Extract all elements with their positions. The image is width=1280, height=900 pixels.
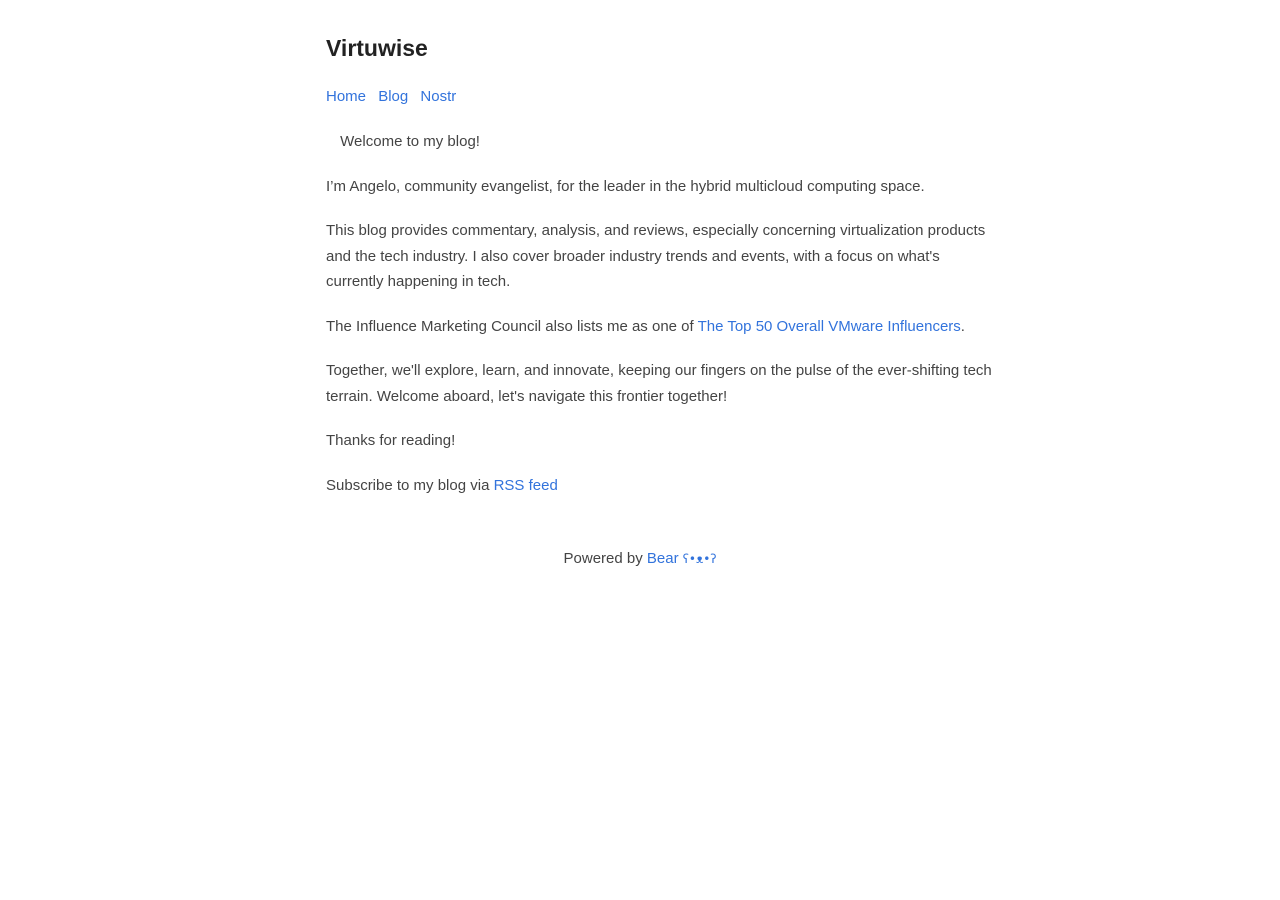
welcome-text: Welcome to my blog! xyxy=(340,133,480,151)
welcome-paragraph xyxy=(326,129,998,155)
bear-link[interactable] xyxy=(647,550,717,567)
subscribe-text: Subscribe to my blog via xyxy=(326,476,494,494)
intro-paragraph: I’m Angelo, community evangelist, for the leader in the hybrid multicloud computing space. xyxy=(326,177,925,195)
main-nav xyxy=(326,84,980,110)
influence-paragraph xyxy=(326,314,998,340)
nav-home-link[interactable]: Home xyxy=(326,87,367,105)
site-header xyxy=(326,34,980,109)
bear-face-icon: ʕ•ᴥ•ʔ xyxy=(682,552,717,566)
together-paragraph xyxy=(326,358,998,409)
powered-by-text: Powered by xyxy=(563,550,647,567)
bear-link-label: Bear xyxy=(646,550,679,567)
main-content xyxy=(326,129,992,498)
site-footer xyxy=(300,546,980,572)
influencers-link[interactable]: The Top 50 Overall VMware Influencers xyxy=(697,317,961,335)
page xyxy=(300,0,992,567)
rss-feed-link[interactable]: RSS feed xyxy=(493,476,558,494)
nav-blog-link[interactable]: Blog xyxy=(378,87,409,105)
description-paragraph: This blog provides commentary, analysis, and reviews, especially concerning virtualization products and the tech industry. I also cover broader industry trends and events, with a focus on what's currently happening in tech. xyxy=(326,222,986,291)
site-title[interactable]: Virtuwise xyxy=(326,35,428,61)
nav-nostr-link[interactable]: Nostr xyxy=(420,87,457,105)
together-text: Together, we'll explore, learn, and innovate, keeping our fingers on the pulse of the ever-shifting tech terrain. Welcome aboard, let's navigate this frontier together! xyxy=(326,362,992,405)
influence-suffix: . xyxy=(960,317,965,335)
thanks-paragraph: Thanks for reading! xyxy=(326,432,456,450)
influence-text: The Influence Marketing Council also lists me as one of xyxy=(326,317,698,335)
subscribe-paragraph xyxy=(326,473,998,499)
